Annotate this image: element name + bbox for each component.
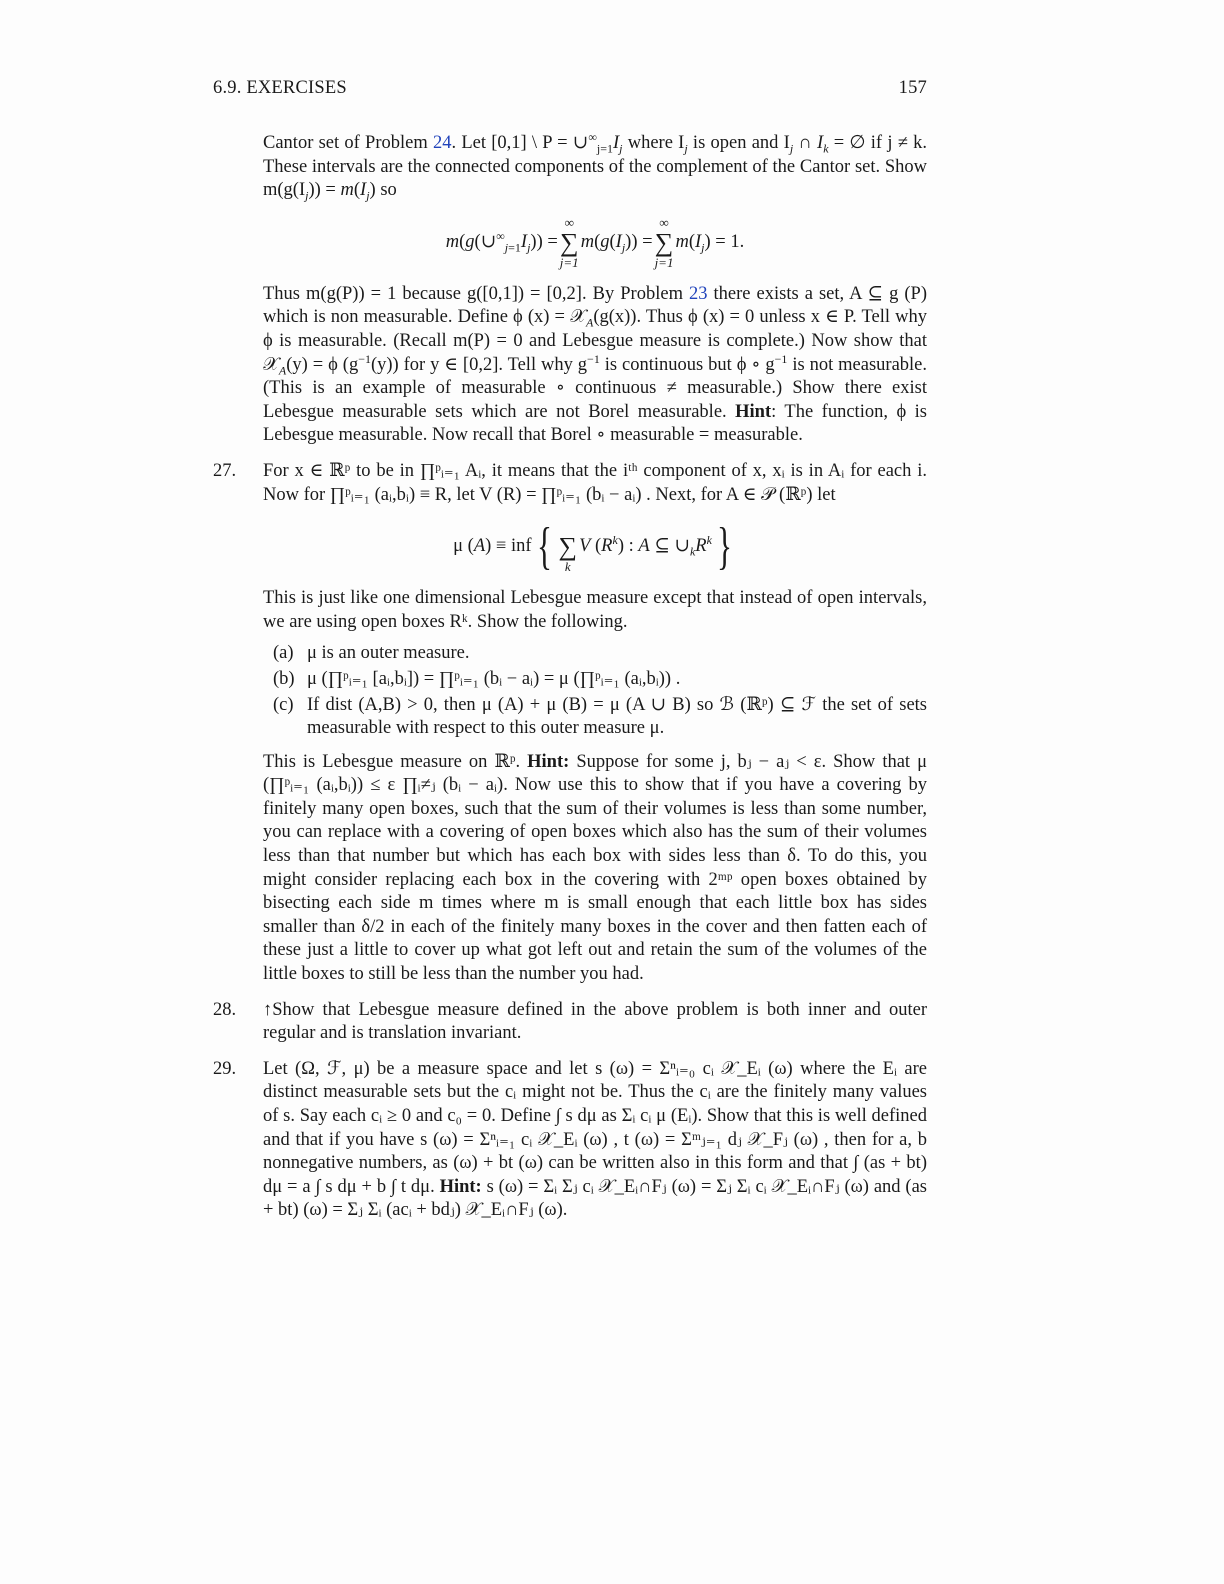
exercise-28-text: ↑Show that Lebesgue measure defined in the above problem is both inner and outer regular and is translation invariant. xyxy=(263,999,927,1044)
exercise-number: 28. xyxy=(213,999,237,1020)
section-title: 6.9. EXERCISES xyxy=(213,78,347,98)
paragraph-thus: Thus m(g(P)) = 1 because g([0,1]) = [0,2]. By Problem 23 there exists a set, A ⊆ g (P) which is non measurable. Define ϕ (x) = 𝒳$_A$(g(x)). Thus ϕ (x) = 0 unless x ∈ P. Tell why ϕ is measurable. (Recall m(P) = 0 and Lebesgue measure is complete.) Now show that 𝒳$_A$(y) = ϕ $(g^{-1}(y))$ for y ∈ [0,2]. Tell why $g^{-1}$ is continuous but ϕ ∘ $g^{-1}$ is not measurable. (This is an example of measurable ∘ continuous ≠ measurable.) Show there exist Lebesgue measurable sets which are not Borel measurable. Hint: The function, ϕ is Lebesgue measurable. Now recall that Borel ∘ measurable = measurable. xyxy=(263,283,928,446)
part-a: (a) μ is an outer measure. xyxy=(273,643,470,664)
page-number: 157 xyxy=(898,78,927,98)
exercise-28 xyxy=(213,999,927,1046)
part-b: (b) μ (∏ᵖᵢ₌₁ [aᵢ,bᵢ]) = ∏ᵖᵢ₌₁ (bᵢ − aᵢ) = μ (∏ᵖᵢ₌₁ (aᵢ,bᵢ)) . xyxy=(273,668,681,689)
exercise-29 xyxy=(213,1058,927,1223)
running-head xyxy=(213,77,927,101)
exercise-number: 27. xyxy=(213,460,237,481)
exercise-27 xyxy=(213,460,927,987)
equation-outer-measure: μ (A) ≡ inf { ∑ k V $(R^k)$ : A ⊆ $\cup_kR^k$ } xyxy=(453,518,732,576)
exercise-27-parts xyxy=(273,642,927,740)
part-c: (c) If dist (A,B) > 0, then μ (A) + μ (B) = μ (A ∪ B) so ℬ (ℝᵖ) ⊆ ℱ the set of sets measurable with respect to this outer measure μ. xyxy=(273,694,927,739)
problem-23-link[interactable]: 23 xyxy=(689,283,708,304)
exercise-27-hint: This is Lebesgue measure on ℝᵖ. Hint: Suppose for some j, bⱼ − aⱼ < ε. Show that μ (∏ᵖᵢ₌₁ (aᵢ,bᵢ)) ≤ ε ∏ᵢ≠ⱼ (bᵢ − aᵢ). Now use this to show that if you have a covering by finitely many open boxes, such that the sum of their volumes is less than some number, you can replace with a covering of open boxes which also has the sum of their volumes less than that number but which has each box with sides less than δ. To do this, you might consider replacing each box in the covering with 2ᵐᵖ open boxes obtained by bisecting each side m times where m is small enough that each little box has sides smaller than δ/2 in each of the finitely many boxes in the cover and then fatten each of these just a little to cover up what got left out and retain the sum of the volumes of the little boxes to still be less than the number you had. xyxy=(263,751,927,985)
exercise-26-continuation xyxy=(263,129,928,448)
page-body xyxy=(213,129,928,1223)
paragraph-cantor: Cantor set of Problem 24. Let [0,1] \ $P = \cup^\infty_{j=1}I_j$ where $I_j$ is open and $I_j$ ∩ $I_k$ = ∅ if j ≠ k. These intervals are the connected components of the complement of the Cantor set. Show $m(g(I_j)) = m(I_j)$ so xyxy=(263,129,927,203)
equation-measure-sum: $m(g(\cup^\infty_{j=1}I_j))$ = ∞ ∑ j=1 $m(g(I_j))$ = ∞ ∑ j=1 $m(I_j) = 1$. xyxy=(445,214,745,270)
exercise-27-intro: For x ∈ ℝᵖ to be in ∏ᵖᵢ₌₁ Aᵢ, it means that the iᵗʰ component of x, xᵢ is in Aᵢ for each i. Now for ∏ᵖᵢ₌₁ (aᵢ,bᵢ) ≡ R, let V (R) = ∏ᵖᵢ₌₁ (bᵢ − aᵢ) . Next, for A ∈ 𝒫 (ℝᵖ) let xyxy=(263,460,927,505)
exercise-number: 29. xyxy=(213,1058,237,1079)
problem-24-link[interactable]: 24 xyxy=(432,133,452,153)
exercise-29-text: Let (Ω, ℱ, μ) be a measure space and let s (ω) = Σⁿᵢ₌₀ cᵢ 𝒳_Eᵢ (ω) where the Eᵢ are distinct measurable sets but the cᵢ might not be. Thus the cᵢ are the finitely many values of s. Say each cᵢ ≥ 0 and c₀ = 0. Define ∫ s dμ as Σᵢ cᵢ μ (Eᵢ). Show that this is well defined and that if you have s (ω) = Σⁿᵢ₌₁ cᵢ 𝒳_Eᵢ (ω) , t (ω) = Σᵐⱼ₌₁ dⱼ 𝒳_Fⱼ (ω) , then for a, b nonnegative numbers, as (ω) + bt (ω) can be written also in this form and that ∫ (as + bt) dμ = a ∫ s dμ + b ∫ t dμ. Hint: s (ω) = Σᵢ Σⱼ cᵢ 𝒳_Eᵢ∩Fⱼ (ω) = Σⱼ Σᵢ cᵢ 𝒳_Eᵢ∩Fⱼ (ω) and (as + bt) (ω) = Σⱼ Σᵢ (acᵢ + bdⱼ) 𝒳_Eᵢ∩Fⱼ (ω). xyxy=(263,1058,927,1221)
exercise-27-p2: This is just like one dimensional Lebesgue measure except that instead of open intervals, we are using open boxes Rᵏ. Show the following. xyxy=(263,588,927,632)
